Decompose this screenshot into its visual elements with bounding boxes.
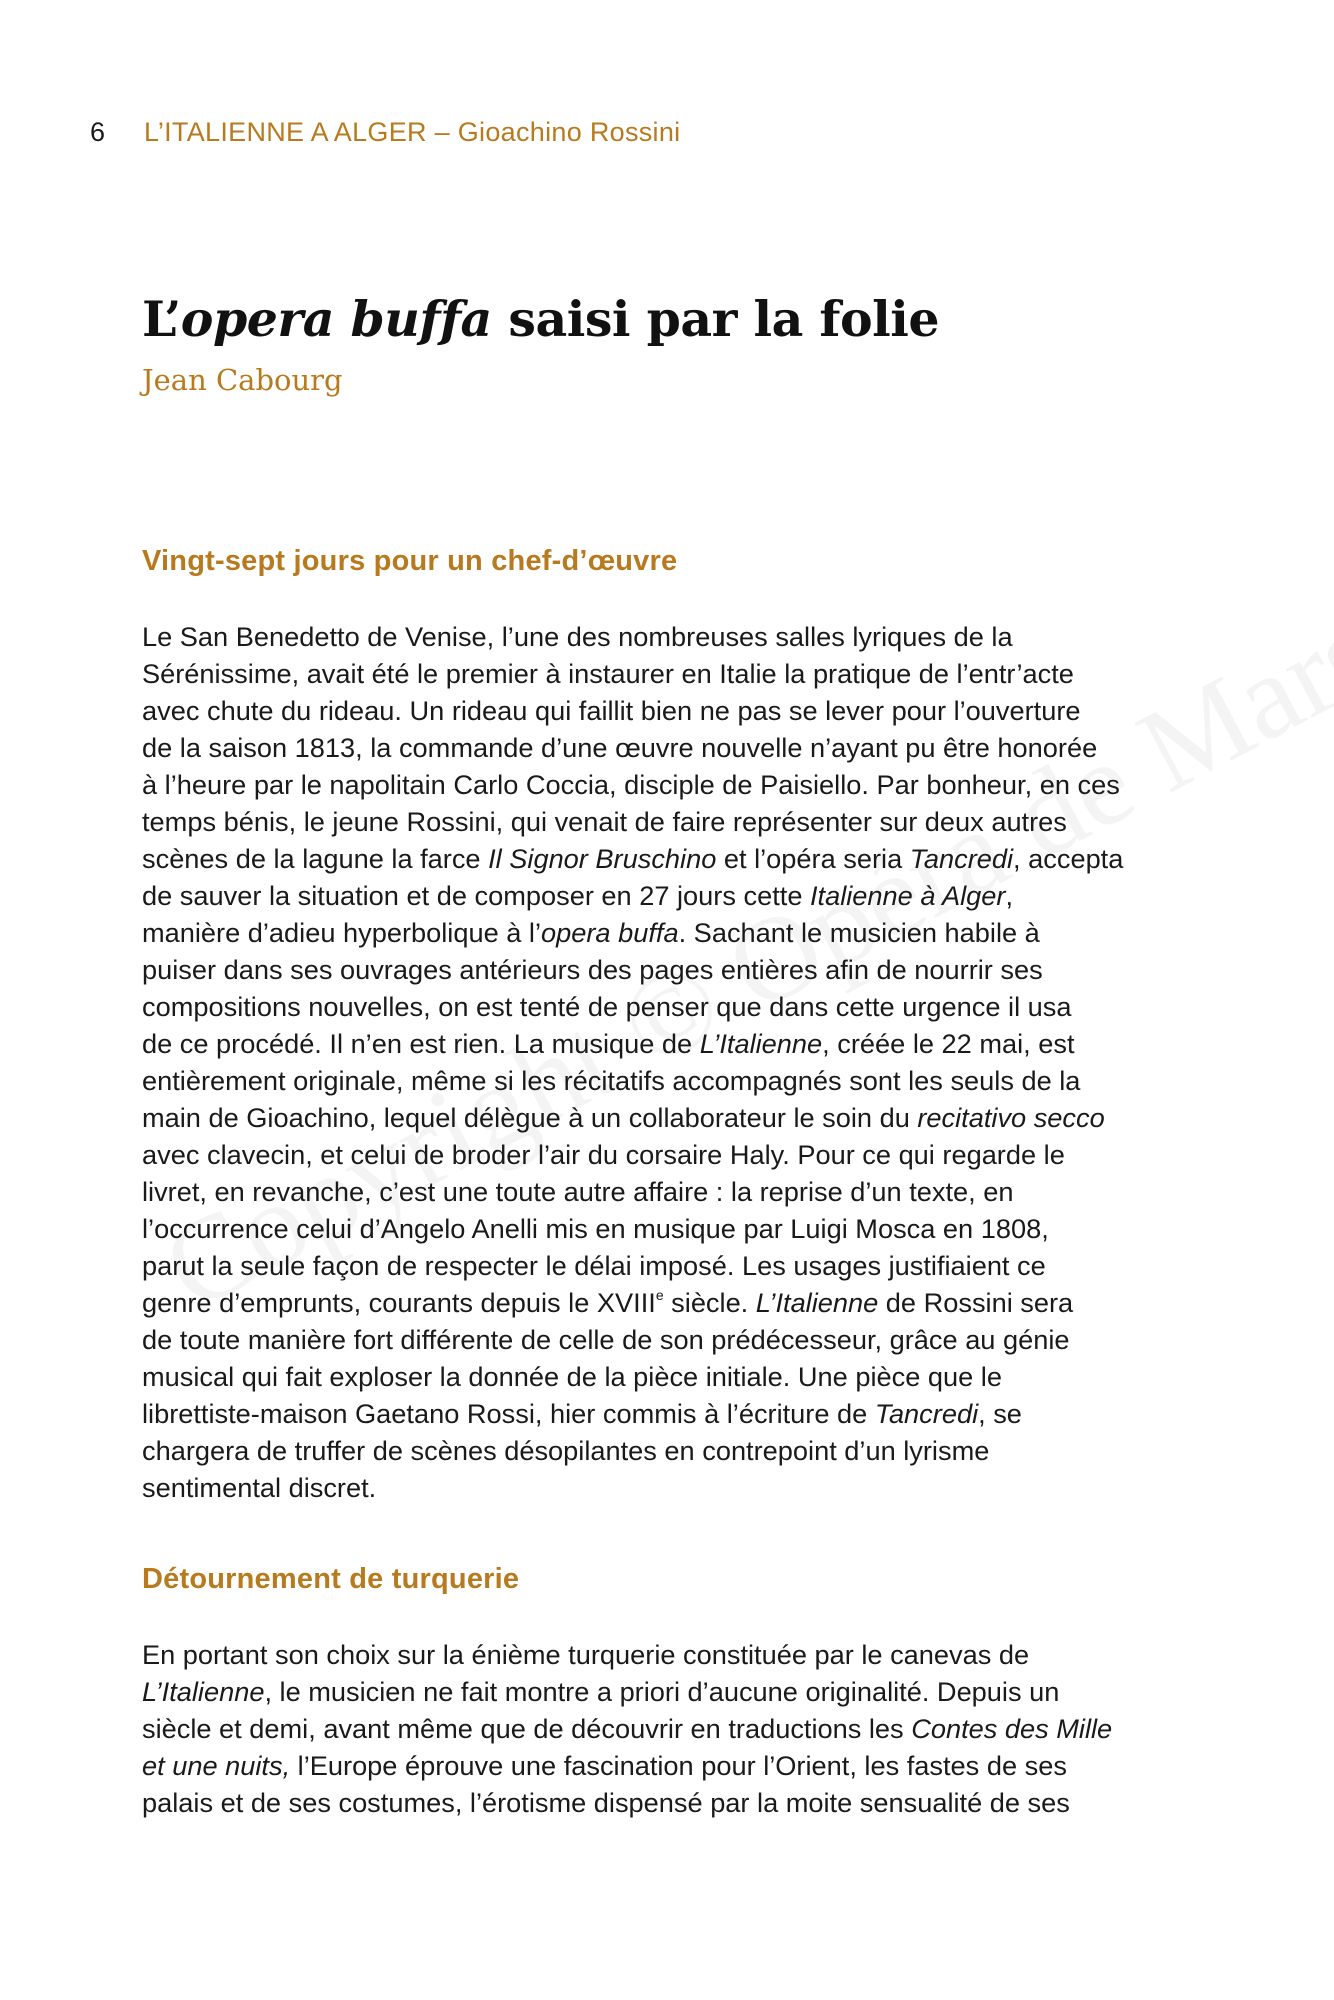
text-run-italic: L’Italienne xyxy=(142,1676,265,1707)
text-run: siècle. xyxy=(663,1287,756,1318)
text-line xyxy=(142,1673,1202,1710)
title-italic: opera buffa xyxy=(180,290,492,348)
text-run: l’Europe éprouve une fascination pour l’Orient, les fastes de ses xyxy=(290,1750,1067,1781)
text-line: temps bénis, le jeune Rossini, qui venait de faire représenter sur deux autres xyxy=(142,806,1067,837)
section-heading-1: Vingt-sept jours pour un chef-d’œuvre xyxy=(142,545,678,577)
text-line: parut la seule façon de respecter le délai imposé. Les usages justifiaient ce xyxy=(142,1250,1046,1281)
text-line: chargera de truffer de scènes désopilantes en contrepoint d’un lyrisme xyxy=(142,1435,990,1466)
text-run: de sauver la situation et de composer en 27 jours cette xyxy=(142,880,810,911)
text-run-italic: L’Italienne xyxy=(755,1287,879,1318)
text-run: siècle et demi, avant même que de découvrir en traductions les xyxy=(142,1713,912,1744)
section-heading-2: Détournement de turquerie xyxy=(142,1563,520,1595)
text-line: à l’heure par le napolitain Carlo Coccia, disciple de Paisiello. Par bonheur, en ces xyxy=(142,769,1120,800)
text-run: de ce procédé. Il n’en est rien. La musique de xyxy=(142,1028,700,1059)
text-run: de Rossini sera xyxy=(878,1287,1074,1318)
title-rest: saisi par la folie xyxy=(491,290,940,348)
author-byline: Jean Cabourg xyxy=(142,363,343,397)
text-run-italic: L’Italienne xyxy=(699,1028,823,1059)
text-run-italic: Tancredi xyxy=(909,843,1014,874)
text-run: , le musicien ne fait montre a priori d’aucune originalité. Depuis un xyxy=(264,1676,1060,1707)
text-run-italic: Italienne à Alger xyxy=(810,880,1006,911)
text-line: de la saison 1813, la commande d’une œuvre nouvelle n’ayant pu être honorée xyxy=(142,732,1098,763)
text-line: palais et de ses costumes, l’érotisme dispensé par la moite sensualité de ses xyxy=(142,1787,1070,1818)
text-run: . Sachant le musicien habile à xyxy=(678,917,1040,948)
text-run: et l’opéra seria xyxy=(716,843,910,874)
text-line xyxy=(142,840,1202,877)
text-run: manière d’adieu hyperbolique à l’ xyxy=(142,917,542,948)
text-run: , créée le 22 mai, est xyxy=(822,1028,1075,1059)
section-1-paragraph xyxy=(142,618,1202,1506)
text-line xyxy=(142,1710,1202,1747)
text-line: Le San Benedetto de Venise, l’une des nombreuses salles lyriques de la xyxy=(142,621,1013,652)
text-line: entièrement originale, même si les récitatifs accompagnés sont les seuls de la xyxy=(142,1065,1081,1096)
text-run: , xyxy=(1005,880,1014,911)
text-line: compositions nouvelles, on est tenté de penser que dans cette urgence il usa xyxy=(142,991,1072,1022)
article-title xyxy=(142,290,939,348)
section-2-paragraph xyxy=(142,1636,1202,1821)
title-prefix: L’ xyxy=(142,290,181,348)
text-run: genre d’emprunts, courants depuis le XVIII xyxy=(142,1287,656,1318)
text-run: , se xyxy=(978,1398,1022,1429)
text-run-italic: Contes des Mille xyxy=(911,1713,1113,1744)
text-line: Sérénissime, avait été le premier à instaurer en Italie la pratique de l’entr’acte xyxy=(142,658,1074,689)
text-line: l’occurrence celui d’Angelo Anelli mis en musique par Luigi Mosca en 1808, xyxy=(142,1213,1049,1244)
text-run-italic: Il Signor Bruschino xyxy=(488,843,717,874)
running-header xyxy=(90,117,680,148)
text-line xyxy=(142,1284,1202,1321)
text-run-italic: et une nuits, xyxy=(142,1750,291,1781)
text-line xyxy=(142,877,1202,914)
page-number: 6 xyxy=(90,117,106,147)
text-line: avec chute du rideau. Un rideau qui faillit bien ne pas se lever pour l’ouverture xyxy=(142,695,1081,726)
superscript: e xyxy=(655,1287,664,1303)
text-run-italic: Tancredi xyxy=(874,1398,979,1429)
text-line xyxy=(142,1099,1202,1136)
text-line: musical qui fait exploser la donnée de la pièce initiale. Une pièce que le xyxy=(142,1361,1002,1392)
text-line xyxy=(142,1025,1202,1062)
running-title: L’ITALIENNE A ALGER – Gioachino Rossini xyxy=(144,117,681,147)
text-line xyxy=(142,914,1202,951)
text-line: puiser dans ses ouvrages antérieurs des pages entières afin de nourrir ses xyxy=(142,954,1043,985)
text-line: livret, en revanche, c’est une toute autre affaire : la reprise d’un texte, en xyxy=(142,1176,1014,1207)
text-line: En portant son choix sur la énième turquerie constituée par le canevas de xyxy=(142,1639,1030,1670)
text-run: scènes de la lagune la farce xyxy=(142,843,489,874)
text-run: main de Gioachino, lequel délègue à un collaborateur le soin du xyxy=(142,1102,918,1133)
text-run: librettiste-maison Gaetano Rossi, hier commis à l’écriture de xyxy=(142,1398,875,1429)
text-line xyxy=(142,1395,1202,1432)
text-run-italic: recitativo secco xyxy=(917,1102,1105,1133)
text-line: avec clavecin, et celui de broder l’air du corsaire Haly. Pour ce qui regarde le xyxy=(142,1139,1065,1170)
text-run: , accepta xyxy=(1013,843,1124,874)
text-line xyxy=(142,1747,1202,1784)
text-line: sentimental discret. xyxy=(142,1472,377,1503)
text-run-italic: opera buffa xyxy=(541,917,679,948)
text-line: de toute manière fort différente de celle de son prédécesseur, grâce au génie xyxy=(142,1324,1070,1355)
